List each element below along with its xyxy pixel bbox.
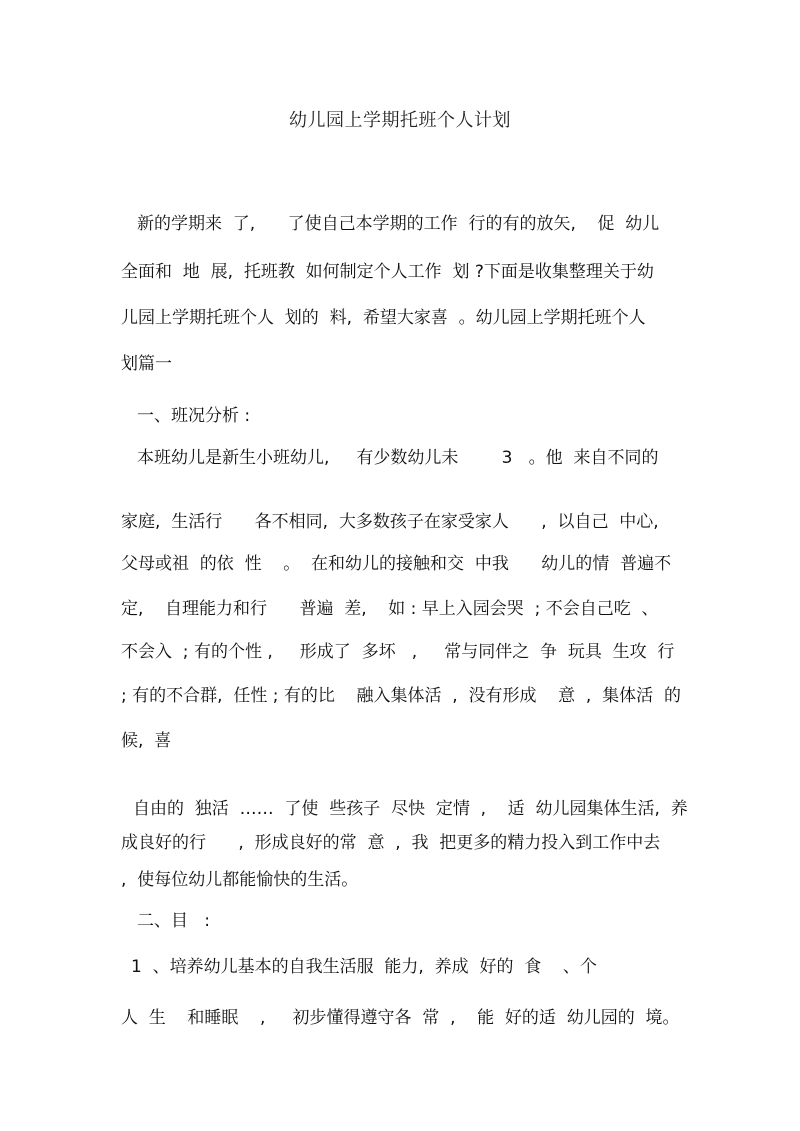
paragraph-line: , 使每位幼儿都能愉快的生活。 <box>121 870 359 890</box>
document-title: 幼儿园上学期托班个人计划 <box>289 110 511 131</box>
paragraph-line: ; 有的不合群, 任性 ; 有的比 融入集体活 , 没有形成 意 , 集体活 的 <box>121 686 681 706</box>
section-heading: 二、目 : <box>137 911 210 931</box>
paragraph-line: 儿园上学期托班个人 划的 料, 希望大家喜 。幼儿园上学期托班个人 <box>121 308 646 328</box>
paragraph-line: 自由的 独活 …… 了使 些孩子 尽快 定情 , 适 幼儿园集体生活, 养 <box>133 799 688 819</box>
paragraph-line: 本班幼儿是新生小班幼儿, 有少数幼儿未 3 。他 来自不同的 <box>137 448 659 468</box>
paragraph-line: 候, 喜 <box>121 731 172 751</box>
paragraph-line: 不会入 ; 有的个性 , 形成了 多坏 , 常与同伴之 争 玩具 生攻 行 <box>121 642 675 662</box>
paragraph-line: 新的学期来 了, 了使自己本学期的工作 行的有的放矢, 促 幼儿 <box>137 214 660 234</box>
paragraph-line: 人 生 和睡眠 , 初步懂得遵守各 常 , 能 好的适 幼儿园的 境。 <box>121 1008 680 1028</box>
paragraph-line: 成良好的行 , 形成良好的常 意 , 我 把更多的精力投入到工作中去 <box>121 833 661 853</box>
paragraph-line: 家庭, 生活行 各不相同, 大多数孩子在家受家人 , 以自己 中心, <box>121 512 659 532</box>
section-heading: 一、班况分析 : <box>137 406 251 426</box>
paragraph-line: 1 、培养幼儿基本的自我生活服 能力, 养成 好的 食 、个 <box>131 957 597 977</box>
paragraph-line: 父母或祖 的依 性 。 在和幼儿的接触和交 中我 幼儿的情 普遍不 <box>121 554 672 574</box>
paragraph-line: 定, 自理能力和行 普遍 差, 如 : 早上入园会哭 ; 不会自己吃 、 <box>121 599 659 619</box>
paragraph-line: 划篇一 <box>121 354 172 374</box>
paragraph-line: 全面和 地 展, 托班教 如何制定个人工作 划 ?下面是收集整理关于幼 <box>121 262 654 282</box>
